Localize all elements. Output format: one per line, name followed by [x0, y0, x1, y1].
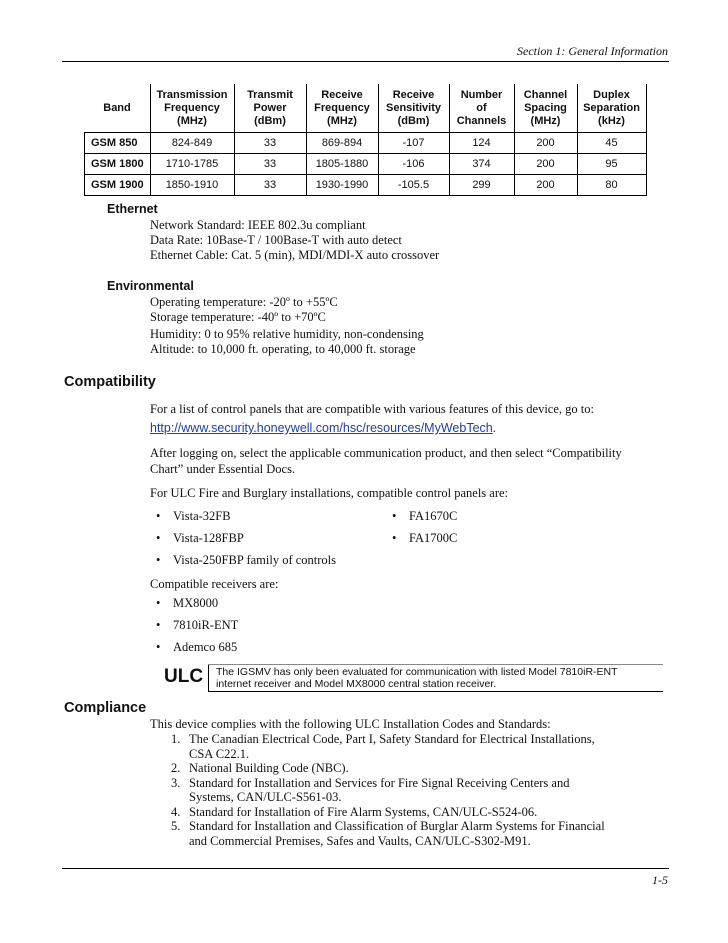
table-row	[85, 154, 647, 175]
ulc-rule-top	[208, 664, 663, 665]
table-cell: 33	[234, 133, 306, 154]
ulc-label: ULC	[164, 666, 204, 687]
ulc-note-line: internet receiver and Model MX8000 central station receiver.	[216, 678, 497, 690]
table-header-cell: Receive Sensitivity (dBm)	[378, 84, 449, 133]
bullet-icon: •	[156, 553, 161, 567]
ulc-note	[150, 662, 663, 692]
ulc-rule-bottom	[208, 691, 663, 692]
table-cell: 45	[577, 133, 646, 154]
list-item: • FA1700C	[392, 527, 457, 549]
list-item: • 7810iR-ENT	[156, 614, 238, 636]
ulc-panels-intro: For ULC Fire and Burglary installations, compatible control panels are:	[150, 486, 509, 500]
table-cell: 1930-1990	[306, 175, 378, 196]
table-cell: 1805-1880	[306, 154, 378, 175]
table-cell: 124	[449, 133, 514, 154]
table-cell: 200	[514, 154, 577, 175]
table-cell: 374	[449, 154, 514, 175]
table-header-cell: Band	[85, 84, 151, 133]
table-cell: -106	[378, 154, 449, 175]
list-item: • Vista-32FB	[156, 505, 336, 527]
compatibility-link-line	[150, 420, 496, 437]
table-cell: 1710-1785	[150, 154, 234, 175]
compatibility-intro: For a list of control panels that are compatible with various features of this device, go to:	[150, 402, 594, 416]
list-item: 3. Standard for Installation and Services for Fire Signal Receiving Centers and Systems, CAN/ULC-S561-03.	[171, 775, 570, 804]
list-item: • Vista-250FBP family of controls	[156, 549, 336, 571]
ulc-note-line: The IGSMV has only been evaluated for communication with listed Model 7810iR-ENT	[216, 666, 618, 678]
table-cell: GSM 1800	[85, 154, 151, 175]
list-item: 1. The Canadian Electrical Code, Part I, Safety Standard for Electrical Installations, CSA C22.1.	[171, 732, 595, 761]
list-item: 5. Standard for Installation and Classification of Burglar Alarm Systems for Financial and Commercial Premises, Safes and Vaults, CAN/ULC-S302-M91.	[171, 819, 605, 848]
table-row	[85, 133, 647, 154]
compatibility-heading: Compatibility	[64, 374, 156, 390]
bullet-icon: •	[156, 509, 161, 523]
standards-list	[150, 732, 605, 848]
table-cell: -107	[378, 133, 449, 154]
list-item: 4. Standard for Installation of Fire Alarm Systems, CAN/ULC-S524-06.	[171, 804, 538, 819]
table-header-cell: Transmission Frequency (MHz)	[150, 84, 234, 133]
ulc-note-text	[216, 666, 618, 690]
compliance-heading: Compliance	[64, 700, 147, 716]
table-cell: 1850-1910	[150, 175, 234, 196]
footer-rule	[62, 868, 669, 869]
table-cell: 200	[514, 133, 577, 154]
compliance-intro: This device complies with the following ULC Installation Codes and Standards:	[150, 717, 551, 731]
table-cell: 80	[577, 175, 646, 196]
bullet-icon: •	[392, 509, 397, 523]
section-header: Section 1: General Information	[517, 44, 668, 58]
bullet-icon: •	[156, 618, 161, 632]
mywebtech-link[interactable]: http://www.security.honeywell.com/hsc/resources/MyWebTech	[150, 421, 493, 435]
table-header-cell: Transmit Power (dBm)	[234, 84, 306, 133]
list-item: • FA1670C	[392, 505, 457, 527]
environmental-heading: Environmental	[107, 279, 194, 293]
receivers-intro: Compatible receivers are:	[150, 577, 279, 591]
ethernet-line: Ethernet Cable: Cat. 5 (min), MDI/MDI-X auto crossover	[150, 248, 440, 262]
list-item: • MX8000	[156, 592, 238, 614]
ethernet-line: Network Standard: IEEE 802.3u compliant	[150, 218, 366, 232]
after-logon-line: After logging on, select the applicable communication product, and then select “Compatibility	[150, 446, 622, 460]
environmental-line: Altitude: to 10,000 ft. operating, to 40,000 ft. storage	[150, 342, 416, 356]
table-cell: 299	[449, 175, 514, 196]
gsm-spec-table	[84, 84, 647, 196]
table-cell: 95	[577, 154, 646, 175]
page-number: 1-5	[652, 873, 668, 887]
after-logon-line: Chart” under Essential Docs.	[150, 462, 296, 476]
table-cell: 33	[234, 175, 306, 196]
table-cell: 824-849	[150, 133, 234, 154]
table-cell: 200	[514, 175, 577, 196]
header-rule	[62, 61, 669, 62]
link-period: .	[492, 421, 496, 435]
ulc-divider	[208, 664, 209, 691]
list-item: 2. National Building Code (NBC).	[171, 761, 349, 775]
list-item: • Ademco 685	[156, 636, 238, 658]
table-cell: 869-894	[306, 133, 378, 154]
table-cell: GSM 1900	[85, 175, 151, 196]
bullet-icon: •	[156, 531, 161, 545]
panel-list-left	[156, 505, 336, 571]
table-header-cell: Number of Channels	[449, 84, 514, 133]
receiver-list	[156, 592, 238, 658]
table-row	[85, 175, 647, 196]
panel-list-right	[392, 505, 457, 549]
ethernet-heading: Ethernet	[107, 202, 158, 216]
table-cell: -105.5	[378, 175, 449, 196]
table-header-cell: Channel Spacing (MHz)	[514, 84, 577, 133]
bullet-icon: •	[392, 531, 397, 545]
table-cell: GSM 850	[85, 133, 151, 154]
ethernet-line: Data Rate: 10Base-T / 100Base-T with auto detect	[150, 233, 402, 247]
table-header-cell: Receive Frequency (MHz)	[306, 84, 378, 133]
table-header-cell: Duplex Separation (kHz)	[577, 84, 646, 133]
list-item: • Vista-128FBP	[156, 527, 336, 549]
table-cell: 33	[234, 154, 306, 175]
table-header-row	[85, 84, 647, 133]
bullet-icon: •	[156, 640, 161, 654]
environmental-line: Operating temperature: -20º to +55ºC	[150, 295, 338, 309]
bullet-icon: •	[156, 596, 161, 610]
environmental-line: Humidity: 0 to 95% relative humidity, non-condensing	[150, 327, 424, 341]
environmental-line: Storage temperature: -40º to +70ºC	[150, 310, 326, 324]
